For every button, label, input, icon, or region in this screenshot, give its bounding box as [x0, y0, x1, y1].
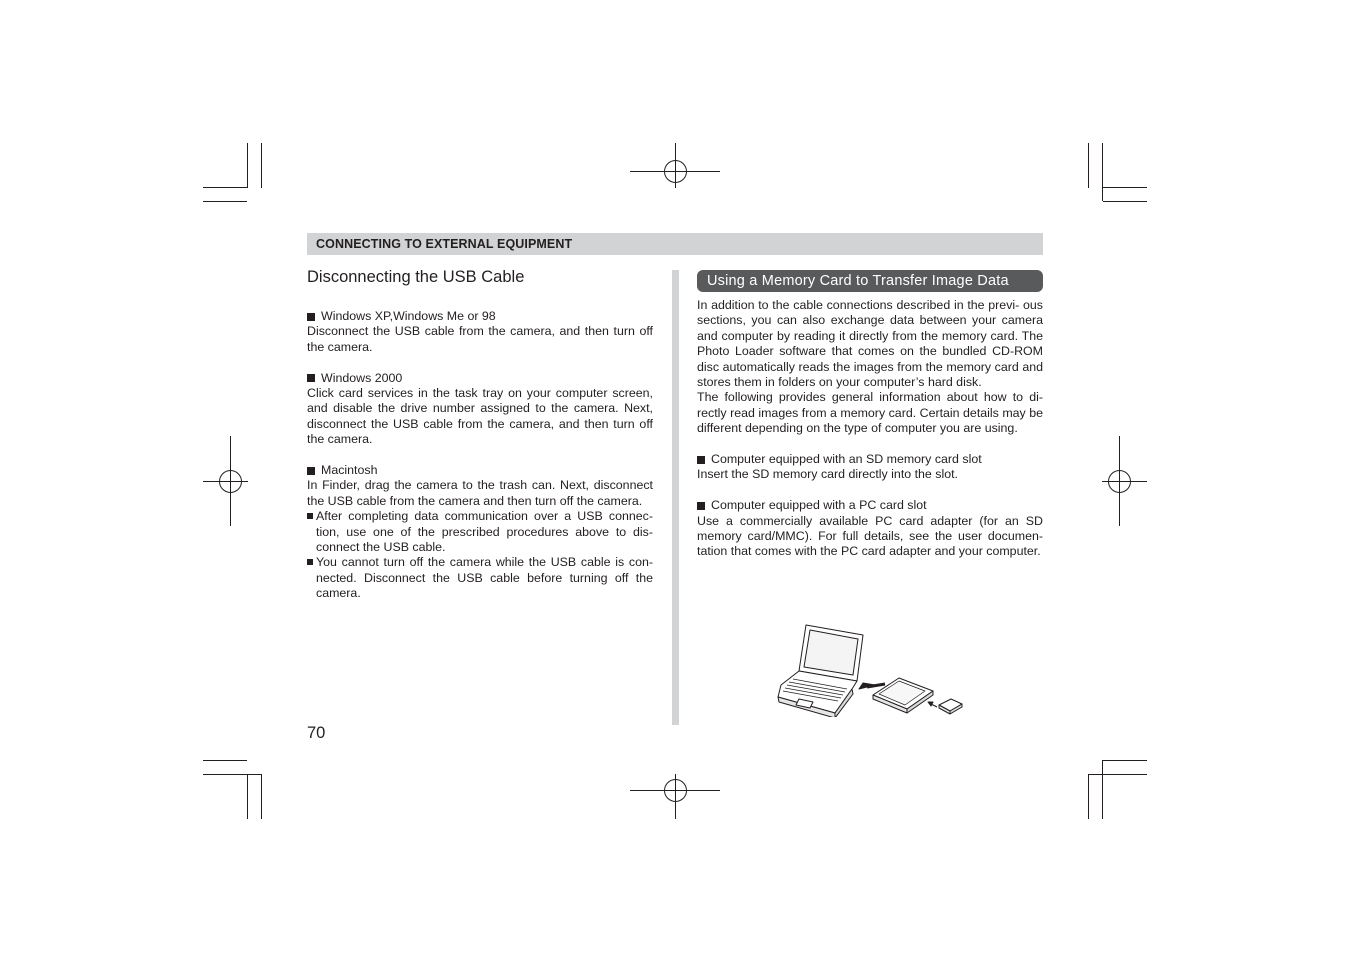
left-column	[307, 266, 653, 602]
win2000-body: Click card services in the task tray on your computer screen, and disable the drive number assigned to the camera. Next, disconnect the USB cable from the camera, and then turn off the camera.	[307, 386, 653, 447]
winxp-heading	[307, 309, 653, 324]
mac-body: In Finder, drag the camera to the trash can. Next, disconnect the USB cable from the camera and then turn off the camera.	[307, 478, 653, 508]
mac-heading	[307, 463, 653, 478]
section-header-title: CONNECTING TO EXTERNAL EQUIPMENT	[316, 237, 573, 251]
memory-card-intro-2: The following provides general information about how to di- rectly read images from a memory card. Certain details may be different depending on the type of computer you are using.	[697, 390, 1043, 436]
laptop-pc-card-illustration	[775, 619, 965, 717]
sd-heading	[697, 452, 1043, 467]
section-header-bar	[307, 233, 1043, 255]
winxp-body: Disconnect the USB cable from the camera, and then turn off the camera.	[307, 324, 653, 354]
square-bullet-icon	[307, 467, 315, 475]
mac-block	[307, 463, 653, 509]
sd-slot-block	[697, 452, 1043, 483]
square-bullet-icon	[307, 374, 315, 382]
note-text: You cannot turn off the camera while the USB cable is con- nected. Disconnect the USB cable before turning off the camera.	[316, 555, 653, 601]
win2000-block	[307, 371, 653, 448]
right-column	[697, 270, 1043, 560]
pc-heading-text: Computer equipped with a PC card slot	[711, 498, 927, 513]
winxp-heading-text: Windows XP,Windows Me or 98	[321, 309, 496, 323]
column-divider	[672, 270, 679, 725]
pc-body: Use a commercially available PC card adapter (for an SD memory card/MMC). For full details, see the user documen- tation that comes with the PC card adapter and your computer.	[697, 513, 1043, 559]
win2000-heading-text: Windows 2000	[321, 370, 403, 385]
pc-slot-block	[697, 498, 1043, 560]
right-section-title: Using a Memory Card to Transfer Image Data	[697, 270, 1043, 292]
square-bullet-icon	[697, 456, 705, 464]
winxp-block	[307, 309, 653, 355]
pc-heading	[697, 498, 1043, 513]
square-bullet-icon	[697, 502, 705, 510]
note-item	[307, 509, 653, 555]
mac-heading-text: Macintosh	[321, 463, 378, 478]
square-bullet-icon	[307, 313, 315, 321]
note-item	[307, 555, 653, 601]
note-text: After completing data communication over a USB connec- tion, use one of the prescribed procedures above to dis- connect the USB cable.	[316, 509, 653, 555]
win2000-heading	[307, 371, 653, 386]
small-square-bullet-icon	[307, 513, 313, 519]
small-square-bullet-icon	[307, 559, 313, 565]
page-number: 70	[307, 724, 326, 742]
sd-body: Insert the SD memory card directly into the slot.	[697, 467, 958, 482]
memory-card-intro: In addition to the cable connections described in the previ- ous sections, you can also exchange data between your camera and computer by reading it directly from the memory card. The Photo Loader software that comes on the bundled CD-ROM disc automatically reads the images from the memory card and stores them in folders on your computer’s hard disk.	[697, 298, 1043, 390]
sd-heading-text: Computer equipped with an SD memory card slot	[711, 452, 982, 467]
left-section-title: Disconnecting the USB Cable	[307, 268, 525, 286]
